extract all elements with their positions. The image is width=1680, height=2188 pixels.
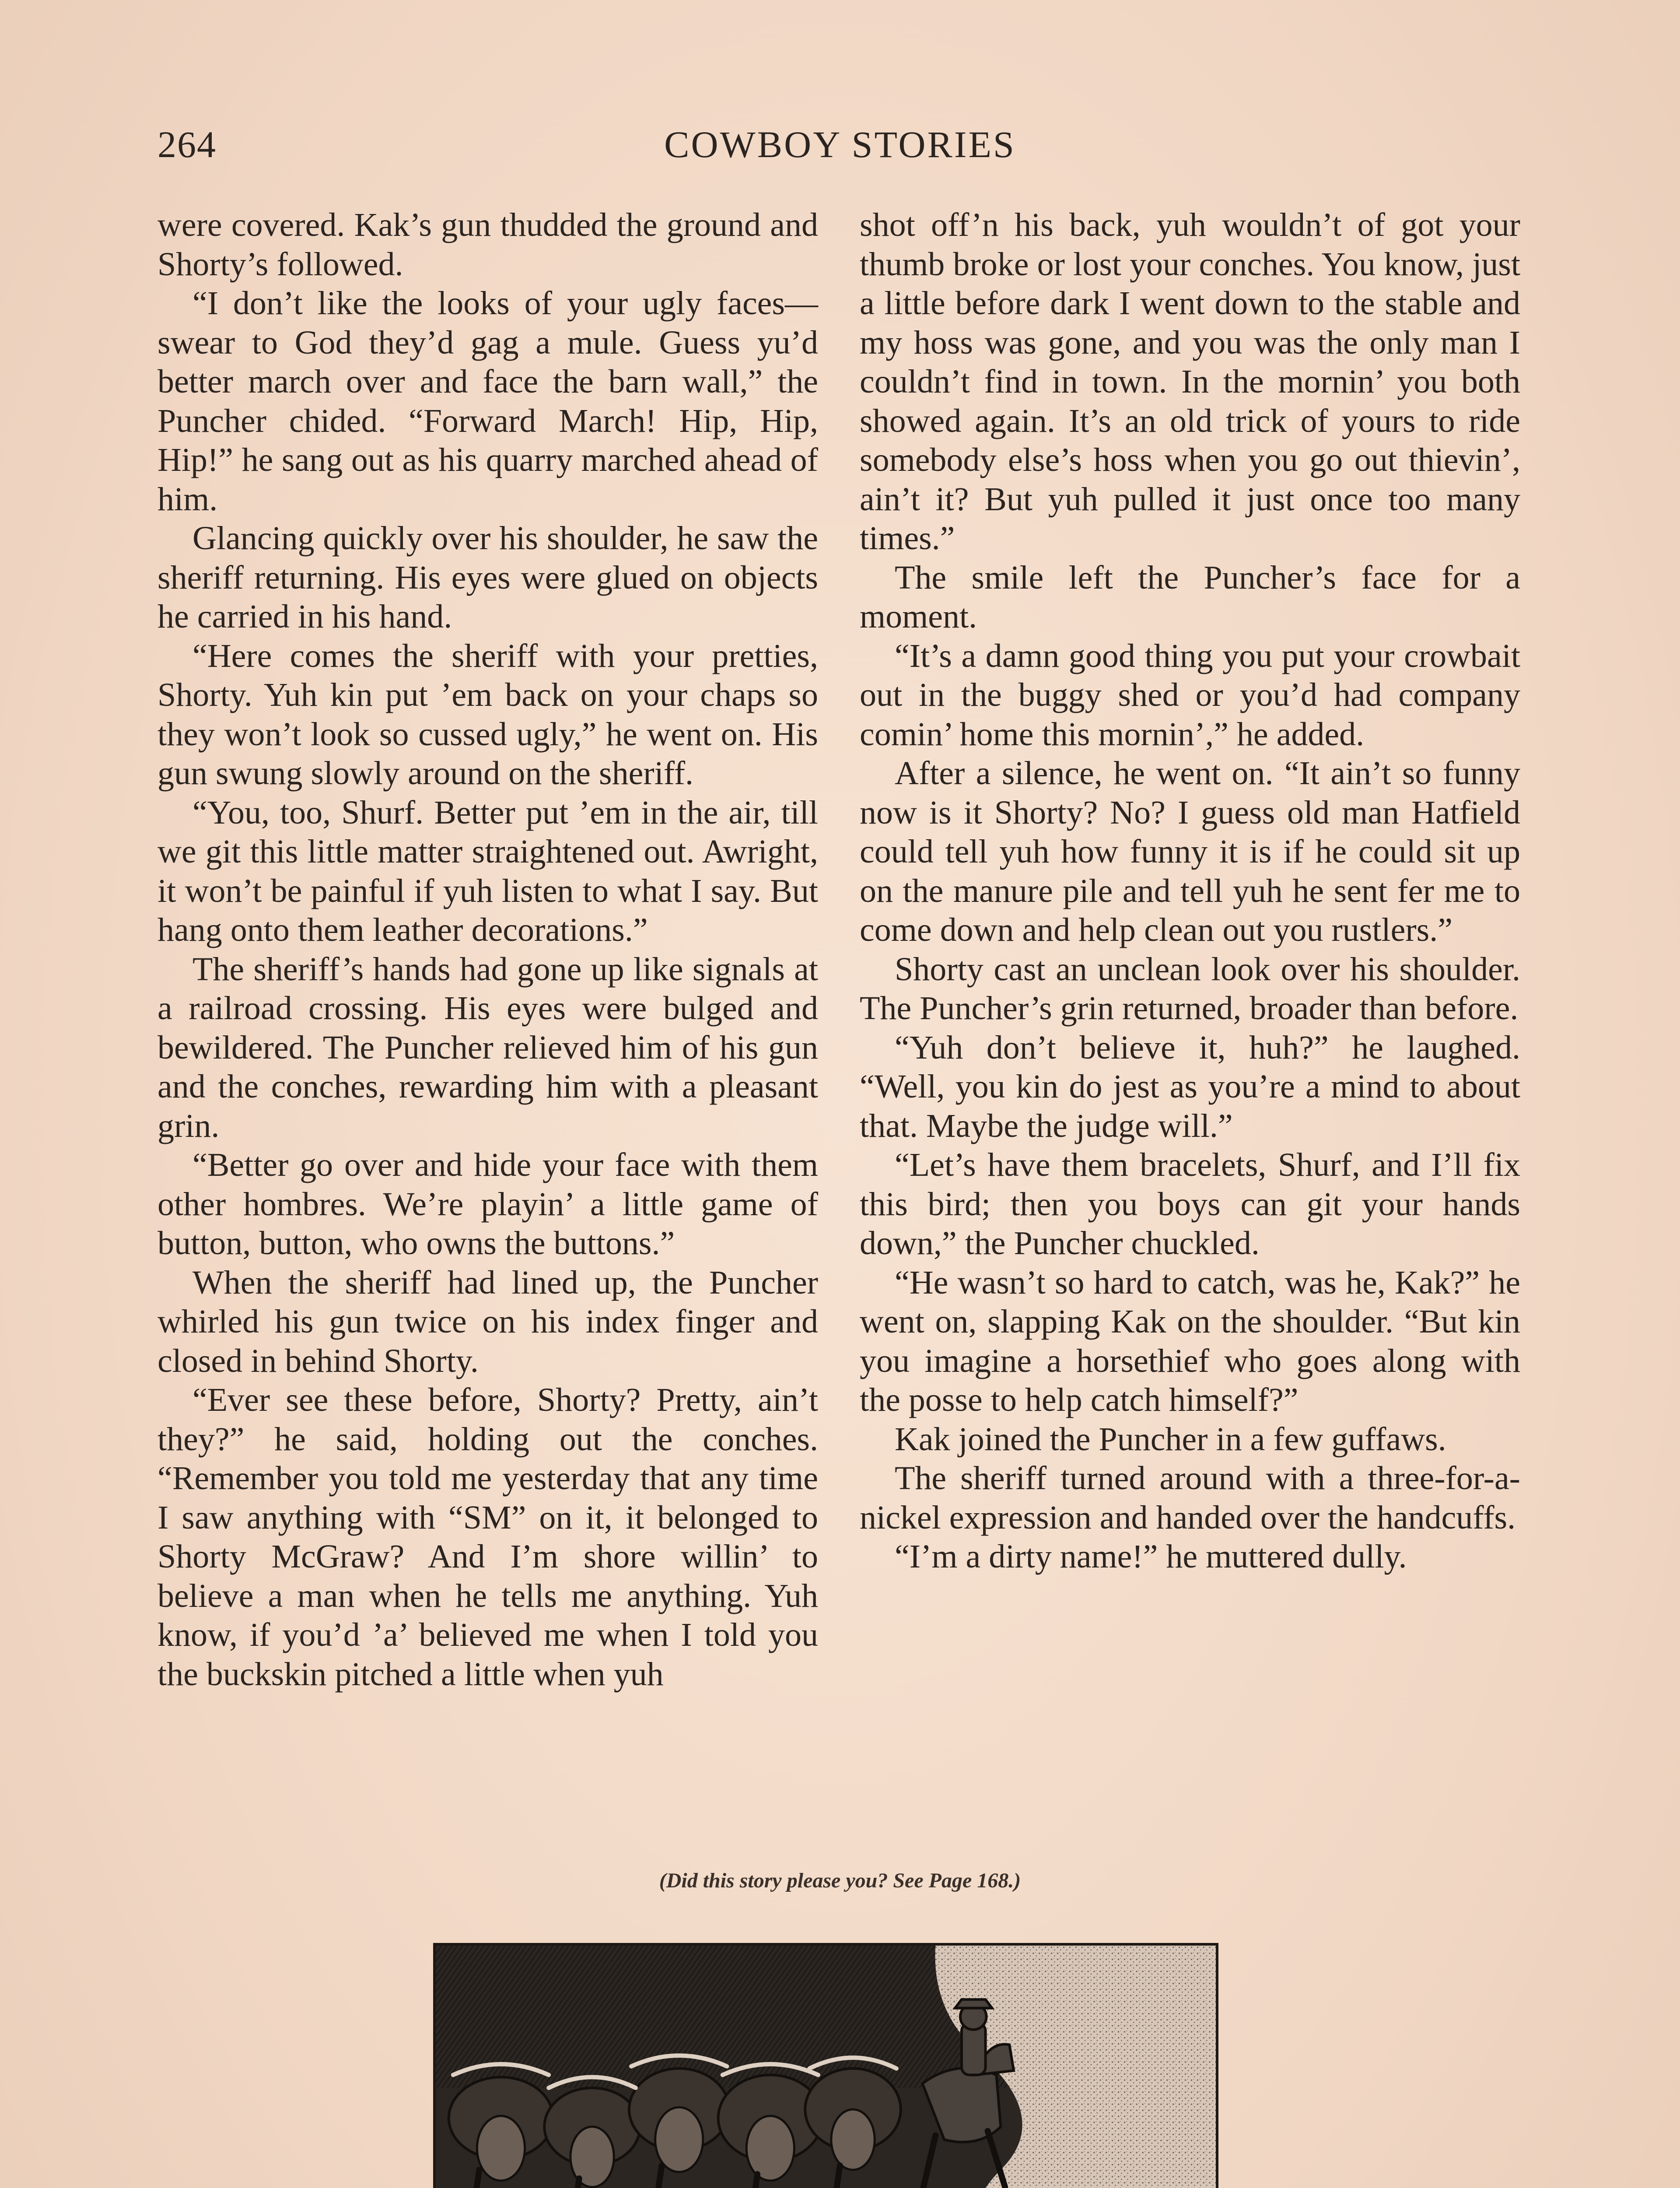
- paragraph: “It’s a damn good thing you put your crowbait out in the buggy shed or you’d had company comin’ home this mornin’,” he added.: [860, 637, 1520, 753]
- paragraph: shot off’n his back, yuh wouldn’t of got your thumb broke or lost your conches. You know, just a little before dark I went down to the stable and my hoss was gone, and you was the only man I couldn’t find in town. In the mornin’ you both showed again. It’s an old trick of yours to ride somebody else’s hoss when you go out thievin’, ain’t it? But yuh pulled it just once too many times.”: [860, 207, 1520, 557]
- paragraph: Kak joined the Puncher in a few guffaws.: [895, 1420, 1446, 1458]
- page-number: 264: [158, 123, 217, 165]
- paragraph: Shorty cast an unclean look over his shoulder. The Puncher’s grin returned, broader than before.: [860, 950, 1520, 1027]
- story-footnote: (Did this story please you? See Page 168.): [659, 1869, 1021, 1892]
- paragraph: “Let’s have them bracelets, Shurf, and I’ll fix this bird; then you boys can git your hands down,” the Puncher chuckled.: [860, 1147, 1520, 1262]
- paragraph: “I’m a dirty name!” he muttered dully.: [895, 1538, 1407, 1575]
- page-header: [158, 123, 1522, 175]
- paragraph: “Here comes the sheriff with your pretties, Shorty. Yuh kin put ’em back on your chaps so they won’t look so cussed ugly,” he went on. His gun swung slowly around on the sheriff.: [158, 637, 818, 792]
- paragraph: were covered. Kak’s gun thudded the ground and Shorty’s followed.: [158, 207, 818, 283]
- paragraph: “Yuh don’t believe it, huh?” he laughed. “Well, you kin do jest as you’re a mind to about that. Maybe the judge will.”: [860, 1029, 1520, 1144]
- paragraph: Glancing quickly over his shoulder, he saw the sheriff returning. His eyes were glued on objects he carried in his hand.: [158, 520, 818, 635]
- paragraph: When the sheriff had lined up, the Puncher whirled his gun twice on his index finger and closed in behind Shorty.: [158, 1264, 818, 1379]
- right-column: [860, 206, 1520, 1577]
- paragraph: The smile left the Puncher’s face for a moment.: [860, 559, 1520, 635]
- paragraph: The sheriff’s hands had gone up like signals at a railroad crossing. His eyes were bulged and bewildered. The Puncher relieved him of his gun and the conches, rewarding him with a pleasant grin.: [158, 950, 818, 1144]
- illustration-art: [436, 1946, 1216, 2188]
- left-column: [158, 206, 818, 1694]
- cattle-drive-illustration: [433, 1943, 1218, 2188]
- paragraph: “He wasn’t so hard to catch, was he, Kak?” he went on, slapping Kak on the shoulder. “But kin you imagine a horsethief who goes along with the posse to help catch himself?”: [860, 1264, 1520, 1418]
- paragraph: “Ever see these before, Shorty? Pretty, ain’t they?” he said, holding out the conches. “Remember you told me yesterday that any time I saw anything with “SM” on it, it belonged to Shorty McGraw? And I’m shore willin’ to believe a man when he tells me anything. Yuh know, if you’d ’a’ believed me when I told you the buckskin pitched a little when yuh: [158, 1382, 818, 1693]
- paragraph: “You, too, Shurf. Better put ’em in the air, till we git this little matter straightened out. Awright, it won’t be painful if yuh listen to what I say. But hang onto them leather decorations.”: [158, 794, 818, 948]
- paragraph: “I don’t like the looks of your ugly faces—swear to God they’d gag a mule. Guess yu’d better march over and face the barn wall,” the Puncher chided. “Forward March! Hip, Hip, Hip!” he sang out as his quarry marched ahead of him.: [158, 285, 818, 518]
- running-head: COWBOY STORIES: [664, 123, 1016, 165]
- paragraph: The sheriff turned around with a three-for-a-nickel expression and handed over the handcuffs.: [860, 1460, 1520, 1536]
- paragraph: After a silence, he went on. “It ain’t so funny now is it Shorty? No? I guess old man Hatfield could tell yuh how funny it is if he could sit up on the manure pile and tell yuh he sent fer me to come down and help clean out you rustlers.”: [860, 755, 1520, 948]
- paragraph: “Better go over and hide your face with them other hombres. We’re playin’ a little game of button, button, who owns the buttons.”: [158, 1147, 818, 1262]
